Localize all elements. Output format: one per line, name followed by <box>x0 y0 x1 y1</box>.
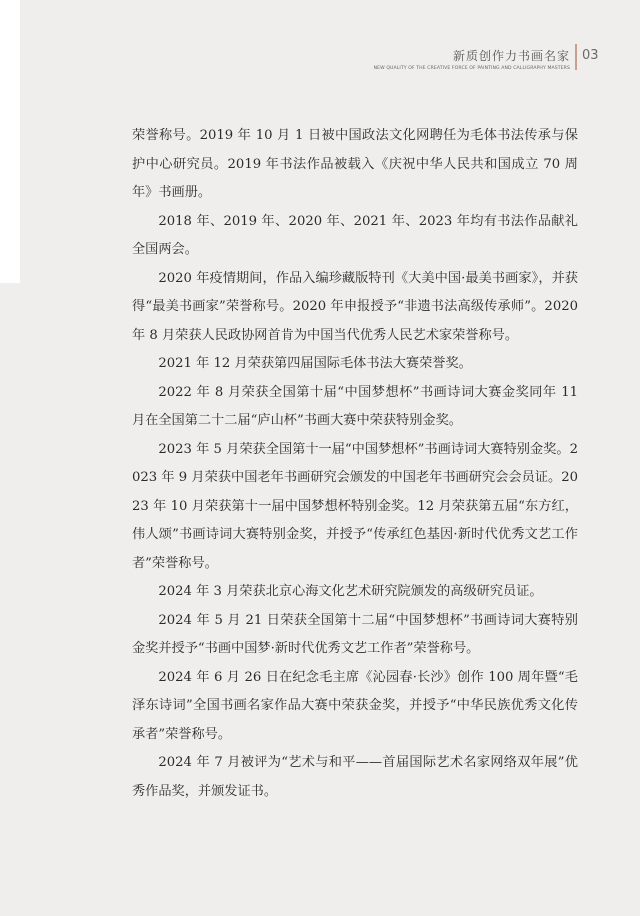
header-divider <box>575 44 577 70</box>
paragraph-2: 2018 年、2019 年、2020 年、2021 年、2023 年均有书法作品献礼全国两会。 <box>132 213 578 257</box>
paragraph-7: 2024 年 3 月荣获北京心海文化艺术研究院颁发的高级研究员证。 <box>158 584 543 599</box>
body-text <box>132 122 578 806</box>
paragraph-8: 2024 年 5 月 21 日荣获全国第十二届“中国梦想杯”书画诗词大赛特别金奖并授予“书画中国梦·新时代优秀文艺工作者”荣誉称号。 <box>132 612 578 656</box>
paragraph-3: 2020 年疫情期间，作品入编珍藏版特刊《大美中国·最美书画家》，并获得“最美书画家”荣誉称号。2020 年申报授予“非遗书法高级传承师”。2020 年 8 月荣获人民政协网首肯为中国当代优秀人民艺术家荣誉称号。 <box>132 270 578 343</box>
left-margin-panel <box>0 0 20 283</box>
paragraph-1: 荣誉称号。2019 年 10 月 1 日被中国政法文化网聘任为毛体书法传承与保护中心研究员。2019 年书法作品被载入《庆祝中华人民共和国成立 70 周年》书画册。 <box>132 128 578 200</box>
paragraph-9: 2024 年 6 月 26 日在纪念毛主席《沁园春·长沙》创作 100 周年暨“毛泽东诗词”全国书画名家作品大赛中荣获金奖，并授予“中华民族优秀文化传承者”荣誉称号。 <box>132 669 578 742</box>
paragraph-10: 2024 年 7 月被评为“艺术与和平——首届国际艺术名家网络双年展”优秀作品奖，并颁发证书。 <box>132 755 578 799</box>
page-header <box>374 47 570 71</box>
header-title: 新质创作力书画名家 <box>452 49 570 63</box>
page-number: 03 <box>582 48 599 63</box>
header-subtitle: NEW QUALITY OF THE CREATIVE FORCE OF PAINTING AND CALLIGRAPHY MASTERS <box>373 66 570 71</box>
paragraph-6: 2023 年 5 月荣获全国第十一届“中国梦想杯”书画诗词大赛特别金奖。2023 年 9 月荣获中国老年书画研究会颁发的中国老年书画研究会会员证。2023 年 10 月荣获第十一届中国梦想杯特别金奖。12 月荣获第五届“东方红，伟人颂”书画诗词大赛特别金奖，并授予“传承红色基因·新时代优秀文艺工作者”荣誉称号。 <box>132 441 578 571</box>
paragraph-4: 2021 年 12 月荣获第四届国际毛体书法大赛荣誉奖。 <box>158 356 472 371</box>
paragraph-5: 2022 年 8 月荣获全国第十届“中国梦想杯”书画诗词大赛金奖同年 11 月在全国第二十二届“庐山杯”书画大赛中荣获特别金奖。 <box>132 384 578 428</box>
